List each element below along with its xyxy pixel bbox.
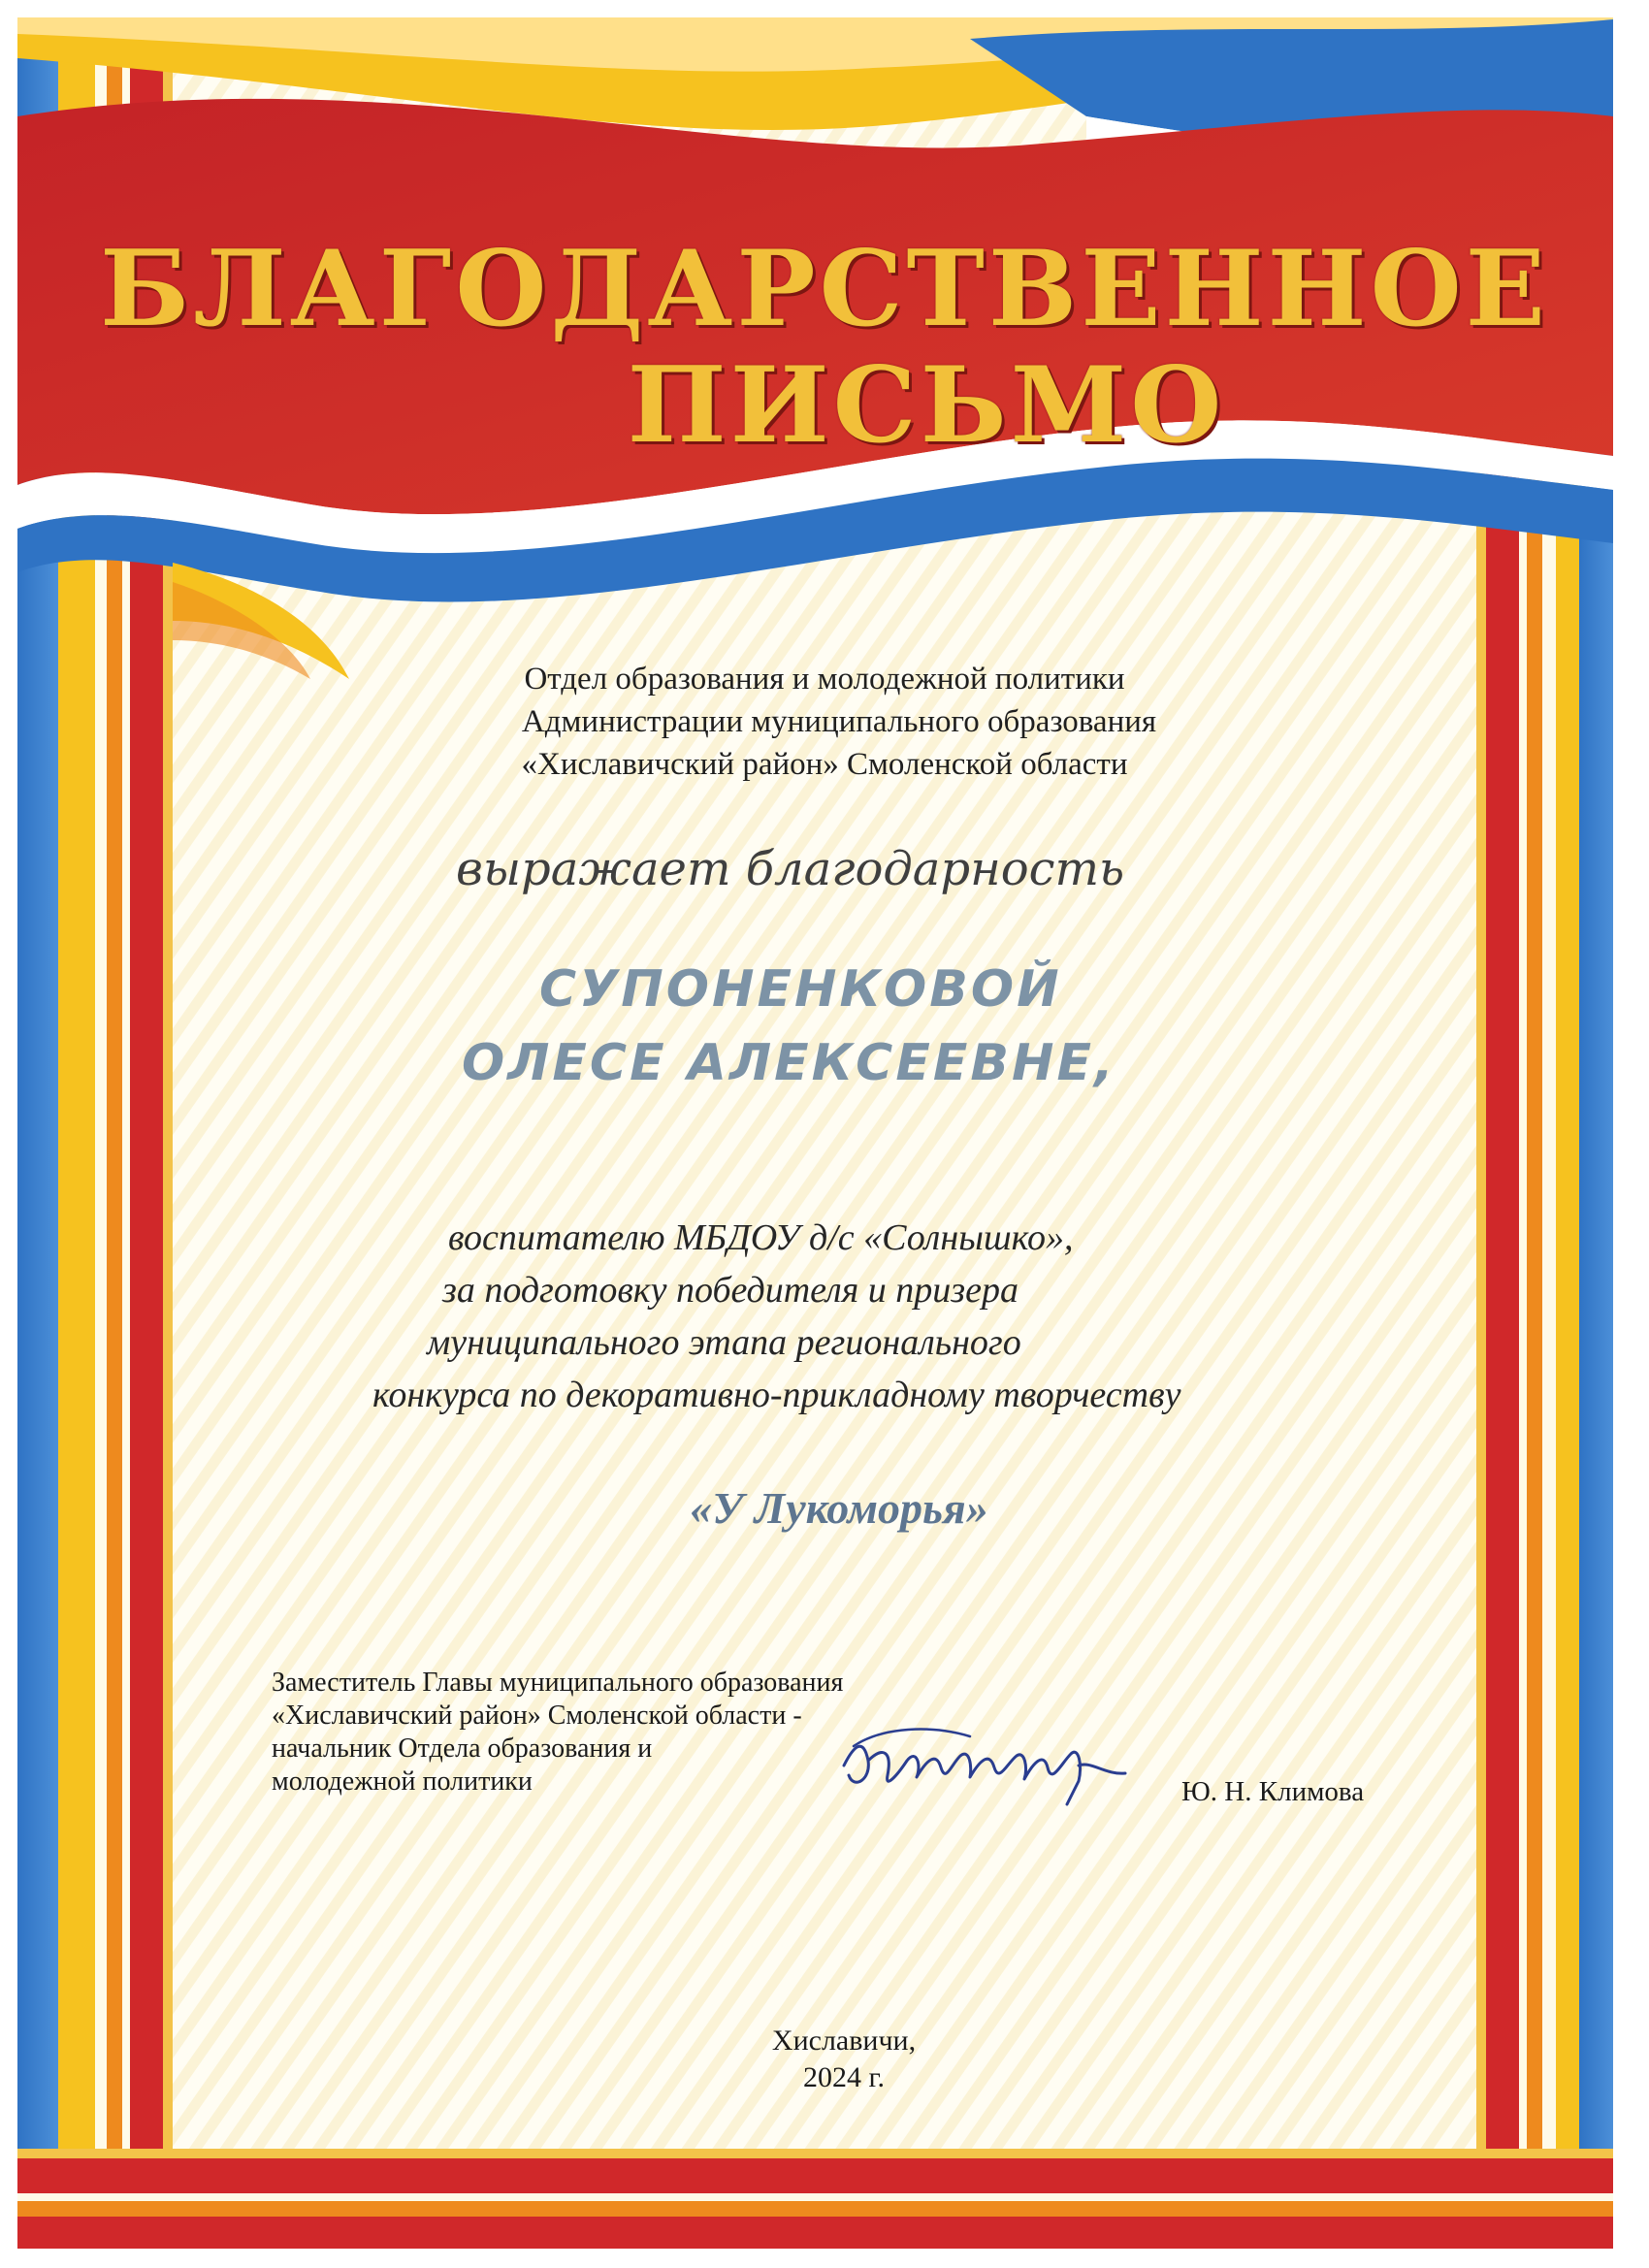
recipient-name: ОЛЕСЕ АЛЕКСЕЕВНЕ, bbox=[462, 1034, 1116, 1092]
year: 2024 г. bbox=[803, 2061, 885, 2093]
bottom-border bbox=[17, 2149, 1613, 2249]
certificate-title-line2: ПИСЬМО bbox=[627, 344, 1226, 467]
signatory-position-line4: молодежной политики bbox=[272, 1766, 533, 1797]
signatory-name: Ю. Н. Климова bbox=[1181, 1776, 1365, 1807]
reason-line4: конкурса по декоративно-прикладному творчеству bbox=[372, 1375, 1181, 1415]
recipient-surname: СУПОНЕНКОВОЙ bbox=[539, 960, 1062, 1019]
issuer-line3: «Хиславичский район» Смоленской области bbox=[521, 747, 1128, 782]
reason-line2: за подготовку победителя и призера bbox=[442, 1270, 1018, 1311]
issuer-line1: Отдел образования и молодежной политики bbox=[524, 662, 1125, 697]
handwritten-signature bbox=[824, 1707, 1145, 1814]
reason-line3: муниципального этапа регионального bbox=[427, 1322, 1021, 1363]
reason-line1: воспитателю МБДОУ д/с «Солнышко», bbox=[448, 1217, 1074, 1258]
contest-name: «У Лукоморья» bbox=[690, 1483, 988, 1533]
signatory-position-line3: начальник Отдела образования и bbox=[272, 1733, 653, 1764]
signatory-position-line2: «Хиславичский район» Смоленской области - bbox=[272, 1701, 802, 1731]
signatory-position-line1: Заместитель Главы муниципального образования bbox=[272, 1668, 844, 1698]
place: Хиславичи, bbox=[771, 2025, 917, 2057]
issuer-line2: Администрации муниципального образования bbox=[521, 704, 1157, 739]
certificate-title-line1: БЛАГОДАРСТВЕННОЕ bbox=[100, 228, 1549, 350]
gratitude-phrase: выражает благодарность bbox=[456, 842, 1125, 896]
